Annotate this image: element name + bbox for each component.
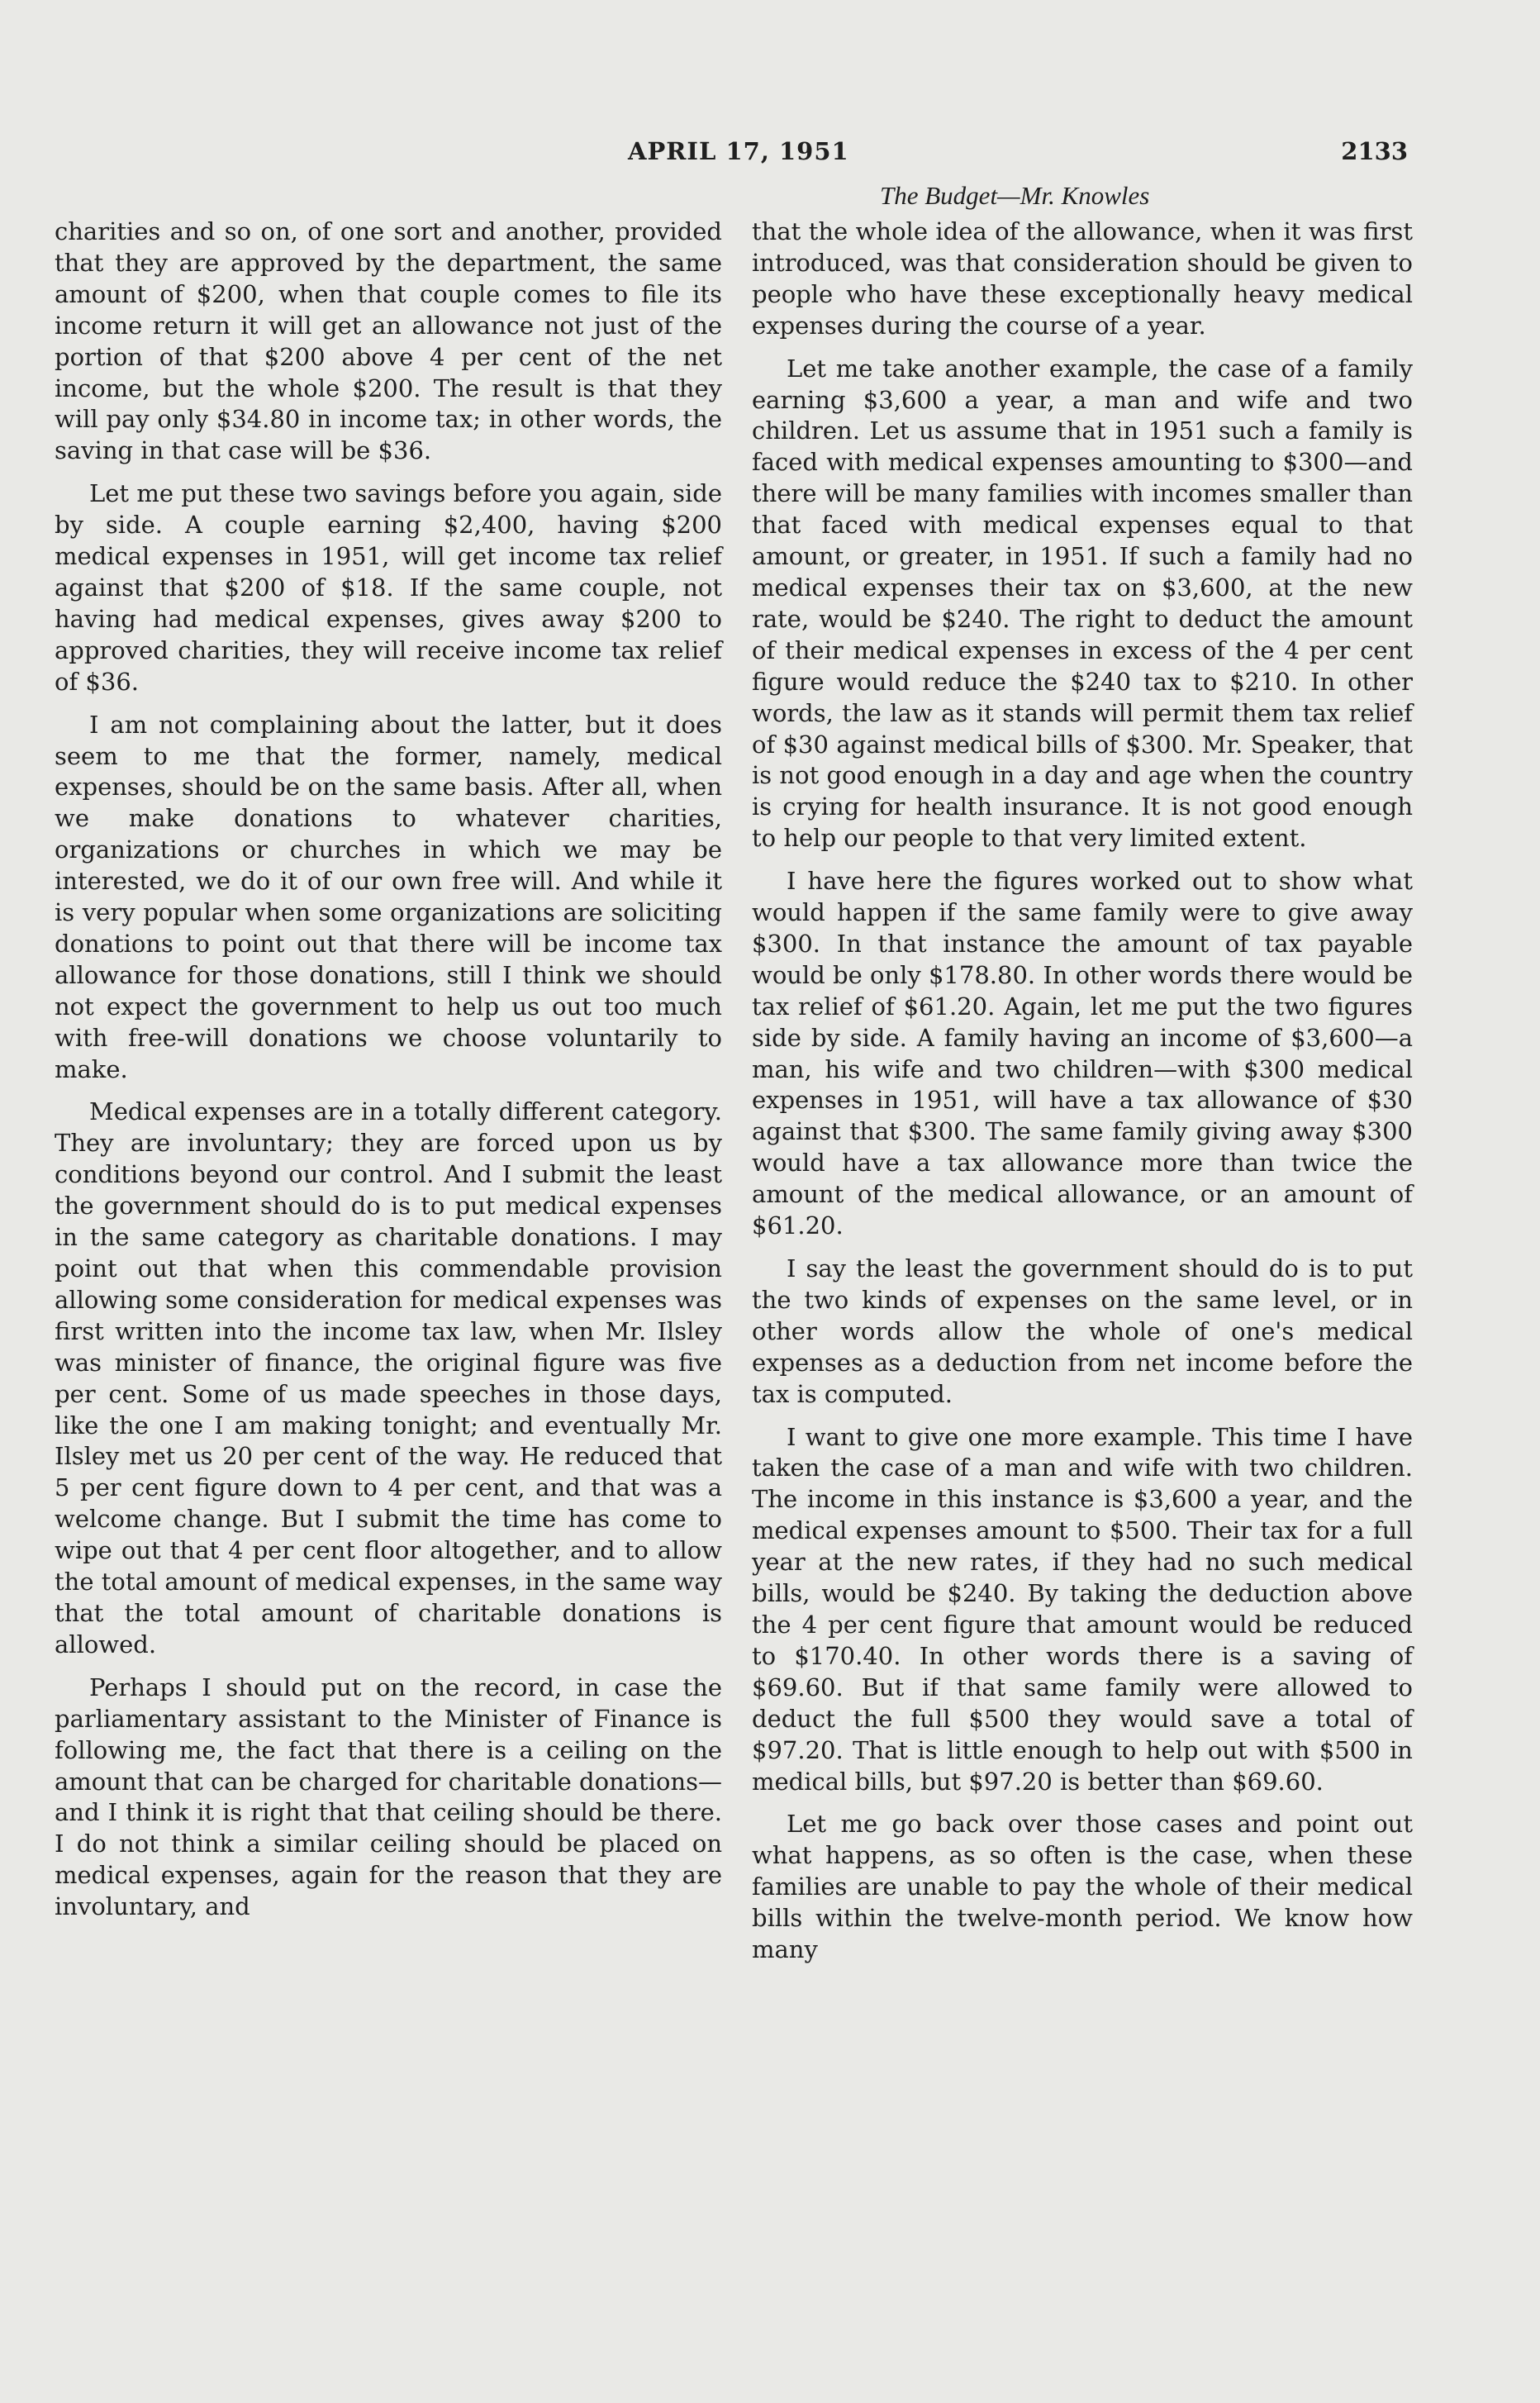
paragraph: I have here the figures worked out to show what would happen if the same family were to give away $300. In that instance the amount of tax payable would be only $178.80. In other words there would be tax relief of $61.20. Again, let me put the two figures side by side. A family having an income of $3,600—a man, his wife and two children—with $300 medical expenses in 1951, will have a tax allowance of $30 against that $300. The same family giving away $300 would have a tax allowance more than twice the amount of the medical allowance, or an amount of $61.20.	[752, 867, 1414, 1240]
paragraph: Let me take another example, the case of a family earning $3,600 a year, a man and wife and two children. Let us assume that in 1951 such a family is faced with medical expenses amounting to $300—and there will be many families with incomes smaller than that faced with medical expenses equal to that amount, or greater, in 1951. If such a family had no medical expenses their tax on $3,600, at the new rate, would be $240. The right to deduct the amount of their medical expenses in excess of the 4 per cent figure would reduce the $240 tax to $210. In other words, the law as it stands will permit them tax relief of $30 against medical bills of $300. Mr. Speaker, that is not good enough in a day and age when the country is crying for health insurance. It is not good enough to help our people to that very limited extent.	[752, 354, 1413, 853]
paragraph: Let me go back over those cases and point out what happens, as so often is the case, when these families are unable to pay the whole of their medical bills within the twelve-month period. We know how many	[752, 1810, 1413, 1964]
right-column	[752, 217, 1413, 1977]
paragraph: Medical expenses are in a totally different category. They are involuntary; they are forced upon us by conditions beyond our control. And I submit the least the government should do is to put medical expenses in the same category as charitable donations. I may point out that when this commendable provision allowing some consideration for medical expenses was first written into the income tax law, when Mr. Ilsley was minister of finance, the original figure was five per cent. Some of us made speeches in those days, like the one I am making tonight; and eventually Mr. Ilsley met us 20 per cent of the way. He reduced that 5 per cent figure down to 4 per cent, and that was a welcome change. But I submit the time has come to wipe out that 4 per cent floor altogether, and to allow the total amount of medical expenses, in the same way that the total amount of charitable donations is allowed.	[55, 1097, 722, 1658]
left-column	[55, 217, 722, 1934]
paragraph: charities and so on, of one sort and another, provided that they are approved by the department, the same amount of $200, when that couple comes to file its income return it will get an allowance not just of the portion of that $200 above 4 per cent of the net income, but the whole $200. The result is that they will pay only $34.80 in income tax; in other words, the saving in that case will be $36.	[55, 217, 722, 465]
header-date: APRIL 17, 1951	[628, 137, 849, 165]
paragraph: that the whole idea of the allowance, when it was first introduced, was that consideration should be given to people who have these exceptionally heavy medical expenses during the course of a year.	[752, 217, 1413, 340]
paragraph: I want to give one more example. This time I have taken the case of a man and wife with two children. The income in this instance is $3,600 a year, and the medical expenses amount to $500. Their tax for a full year at the new rates, if they had no such medical bills, would be $240. By taking the deduction above the 4 per cent figure that amount would be reduced to $170.40. In other words there is a saving of $69.60. But if that same family were allowed to deduct the full $500 they would save a total of $97.20. That is little enough to help out with $500 in medical bills, but $97.20 is better than $69.60.	[752, 1422, 1413, 1796]
page-number: 2133	[1341, 137, 1408, 165]
paragraph: Let me put these two savings before you again, side by side. A couple earning $2,400, having $200 medical expenses in 1951, will get income tax relief against that $200 of $18. If the same couple, not having had medical expenses, gives away $200 to approved charities, they will receive income tax relief of $36.	[55, 479, 722, 696]
paragraph: I say the least the government should do is to put the two kinds of expenses on the same level, or in other words allow the whole of one's medical expenses as a deduction from net income before the tax is computed.	[752, 1254, 1413, 1408]
paragraph: Perhaps I should put on the record, in case the parliamentary assistant to the Minister of Finance is following me, the fact that there is a ceiling on the amount that can be charged for charitable donations—and I think it is right that that ceiling should be there. I do not think a similar ceiling should be placed on medical expenses, again for the reason that they are involuntary, and	[55, 1673, 722, 1921]
page-header	[0, 137, 1540, 170]
paragraph: I am not complaining about the latter, but it does seem to me that the former, namely, medical expenses, should be on the same basis. After all, when we make donations to whatever charities, organizations or churches in which we may be interested, we do it of our own free will. And while it is very popular when some organizations are soliciting donations to point out that there will be income tax allowance for those donations, still I think we should not expect the government to help us out too much with free-will donations we choose voluntarily to make.	[55, 710, 722, 1083]
running-head: The Budget—Mr. Knowles	[880, 181, 1150, 210]
